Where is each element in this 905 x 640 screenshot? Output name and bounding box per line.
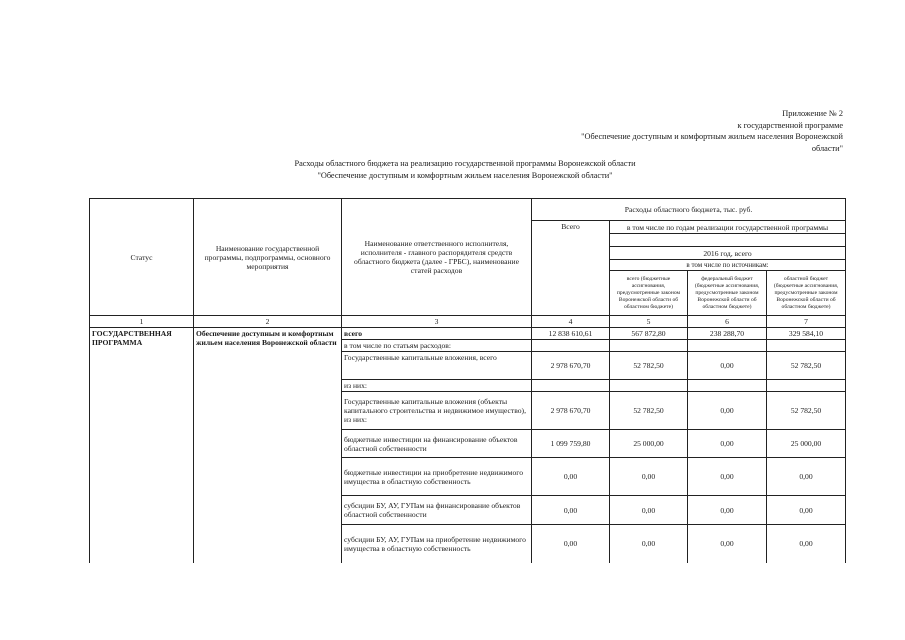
- row-regional: 0,00: [767, 458, 846, 496]
- row-federal: 0,00: [688, 525, 767, 563]
- appendix-note: [543, 108, 843, 154]
- header-by-sources: в том числе по источникам:: [610, 260, 846, 271]
- row-2016: 567 872,80: [610, 328, 688, 340]
- row-2016: 52 782,50: [610, 392, 688, 430]
- row-2016: 25 000,00: [610, 430, 688, 458]
- row-label: субсидии БУ, АУ, ГУПам на приобретение недвижимого имущества в областную собственность: [342, 525, 532, 563]
- row-total: 0,00: [532, 496, 610, 525]
- row-total: [532, 380, 610, 392]
- row-total: 2 978 670,70: [532, 392, 610, 430]
- header-status: Статус: [90, 199, 194, 316]
- row-federal: 0,00: [688, 458, 767, 496]
- header-src-federal: федеральный бюджет (бюджетные ассигнования, предусмотренные законом Воронежской области об областном бюджете): [688, 271, 767, 316]
- row-regional: 0,00: [767, 496, 846, 525]
- header-executor: Наименование ответственного исполнителя, исполнителя - главного распорядителя средств областного бюджета (далее - ГРБС), наименование статей расходов: [342, 199, 532, 316]
- col-number: 3: [342, 316, 532, 328]
- row-regional: 52 782,50: [767, 392, 846, 430]
- program-name: Обеспечение доступным и комфортным жильем населения Воронежской области: [194, 328, 342, 563]
- row-2016: 0,00: [610, 458, 688, 496]
- col-number: 6: [688, 316, 767, 328]
- column-numbers-row: [90, 316, 846, 328]
- row-label: из них:: [342, 380, 532, 392]
- row-federal: 0,00: [688, 352, 767, 380]
- row-total: 2 978 670,70: [532, 352, 610, 380]
- row-federal: 0,00: [688, 430, 767, 458]
- header-year: 2016 год, всего: [610, 247, 846, 260]
- col-number: 4: [532, 316, 610, 328]
- col-number: 2: [194, 316, 342, 328]
- header-src-total: всего (бюджетные ассигнования, предусмотренные законом Воронежской области об областном бюджете): [610, 271, 688, 316]
- appendix-line: Приложение № 2: [782, 109, 843, 118]
- row-2016: [610, 380, 688, 392]
- row-label: в том числе по статьям расходов:: [342, 340, 532, 352]
- row-2016: [610, 340, 688, 352]
- header-total: Всего: [532, 221, 610, 316]
- header-spacer: [610, 234, 846, 247]
- program-status: ГОСУДАРСТВЕННАЯ ПРОГРАММА: [90, 328, 194, 563]
- row-federal: 0,00: [688, 496, 767, 525]
- row-total: 0,00: [532, 458, 610, 496]
- row-regional: 329 584,10: [767, 328, 846, 340]
- col-number: 5: [610, 316, 688, 328]
- row-label: всего: [342, 328, 532, 340]
- expenses-table: [89, 198, 846, 563]
- table-row: [90, 328, 846, 340]
- document-title: Расходы областного бюджета на реализацию государственной программы Воронежской области: [294, 159, 636, 168]
- row-total: [532, 340, 610, 352]
- row-regional: 52 782,50: [767, 352, 846, 380]
- col-number: 1: [90, 316, 194, 328]
- row-2016: 52 782,50: [610, 352, 688, 380]
- row-2016: 0,00: [610, 525, 688, 563]
- row-label: субсидии БУ, АУ, ГУПам на финансирование объектов областной собственности: [342, 496, 532, 525]
- header-program-name: Наименование государственной программы, подпрограммы, основного мероприятия: [194, 199, 342, 316]
- row-federal: [688, 340, 767, 352]
- header-by-years: в том числе по годам реализации государственной программы: [610, 221, 846, 234]
- row-label: бюджетные инвестиции на финансирование объектов областной собственности: [342, 430, 532, 458]
- col-number: 7: [767, 316, 846, 328]
- row-total: 1 099 759,80: [532, 430, 610, 458]
- row-label: Государственные капитальные вложения (объекты капитального строительства и недвижимое имущество), из них:: [342, 392, 532, 430]
- row-total: 0,00: [532, 525, 610, 563]
- row-federal: 0,00: [688, 392, 767, 430]
- row-total: 12 838 610,61: [532, 328, 610, 340]
- appendix-line: к государственной программе: [737, 120, 843, 130]
- appendix-line: "Обеспечение доступным и комфортным жильем населения Воронежской: [581, 132, 843, 141]
- header-expenses: Расходы областного бюджета, тыс. руб.: [532, 199, 846, 221]
- document-subtitle: "Обеспечение доступным и комфортным жильем населения Воронежской области": [317, 171, 613, 180]
- row-regional: [767, 380, 846, 392]
- row-federal: 238 288,70: [688, 328, 767, 340]
- row-federal: [688, 380, 767, 392]
- header-src-regional: областной бюджет (бюджетные ассигнования, предусмотренные законом Воронежской области об областном бюджете): [767, 271, 846, 316]
- row-regional: 0,00: [767, 525, 846, 563]
- row-regional: [767, 340, 846, 352]
- row-label: бюджетные инвестиции на приобретение недвижимого имущества в областную собственность: [342, 458, 532, 496]
- row-regional: 25 000,00: [767, 430, 846, 458]
- appendix-line: области": [811, 143, 843, 153]
- row-label: Государственные капитальные вложения, всего: [342, 352, 532, 380]
- row-2016: 0,00: [610, 496, 688, 525]
